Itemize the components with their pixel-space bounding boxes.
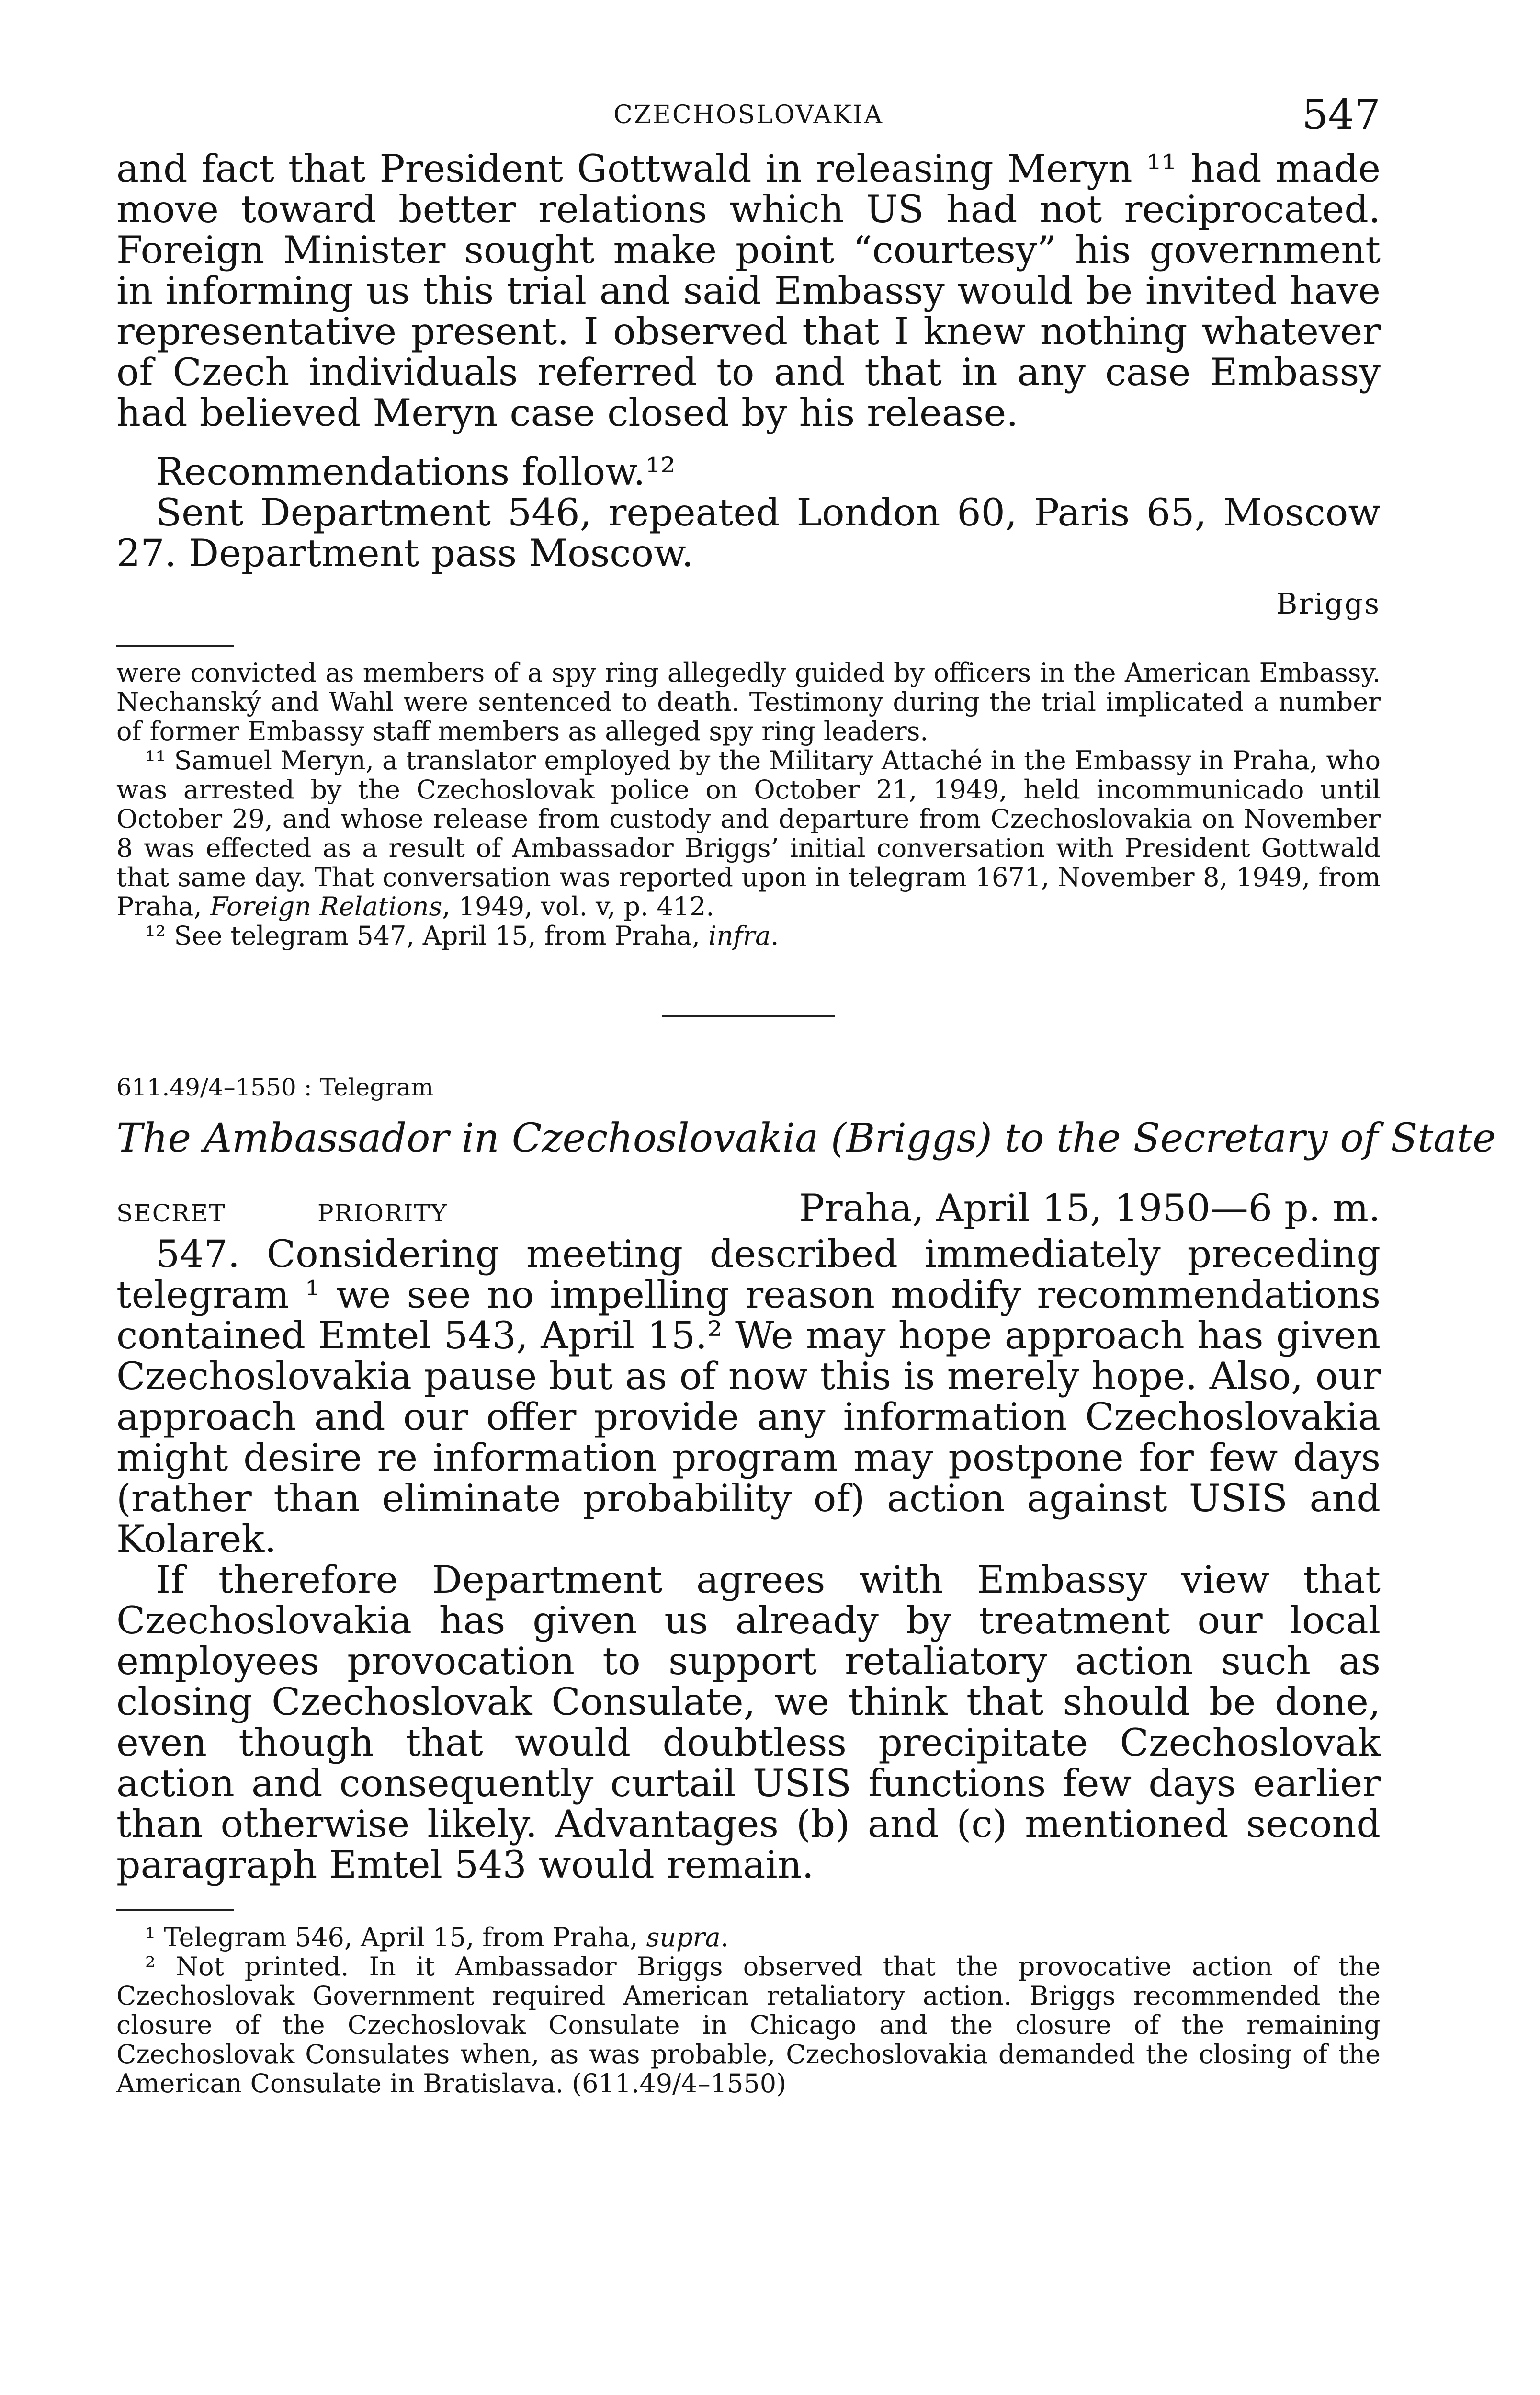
footnote-11 — [116, 746, 1381, 921]
footnote-1-italic: supra — [646, 1922, 721, 1952]
signature — [116, 587, 1381, 621]
document-title: The Ambassador in Czechoslovakia (Briggs) to the Secretary of State — [116, 1116, 1496, 1161]
footnote-11-text: ¹¹ Samuel Meryn, a translator employed by the Military Attaché in the Embassy in Praha, who was arrested by the Czechoslovak police on October 21, 1949, held incommunicado until October 29, and whose release from custody and departure from Czechoslovakia on November 8 was effected as a result of Ambassador Briggs’ initial conversation with President Gottwald that same day. That conversation was reported upon in telegram 1671, November 8, 1949, from Praha, — [116, 745, 1381, 922]
footnote-11-italic: Foreign Relations — [210, 891, 442, 922]
footnote-1-tail: . — [720, 1922, 729, 1952]
signature-text: Briggs — [1276, 587, 1381, 621]
footnote-1 — [116, 1923, 1381, 1952]
running-title: CZECHOSLOVAKIA — [613, 101, 884, 129]
continued-paragraph: and fact that President Gottwald in releasing Meryn ¹¹ had made move toward better relations which US had not reciprocated. Foreign Minister sought make point “courtesy” his government in informing us this trial and said Embassy would be invited have representative present. I observed that I knew nothing whatever of Czech individuals referred to and that in any case Embassy had believed Meryn case closed by his release. — [116, 147, 1381, 435]
footnote-rule-bottom — [116, 1909, 234, 1911]
dateline: Praha, April 15, 1950—6 p. m. — [799, 1186, 1381, 1230]
precedence-label: PRIORITY — [317, 1199, 448, 1227]
running-head — [116, 91, 1381, 148]
classification-line — [116, 1186, 1381, 1234]
section-divider — [662, 1015, 835, 1017]
footnote-continued: were convicted as members of a spy ring allegedly guided by officers in the American Embassy. Nechanský and Wahl were sentenced to death. Testimony during the trial implicated a number of former Embassy staff members as alleged spy ring leaders. — [116, 658, 1381, 746]
footnote-1-text: ¹ Telegram 546, April 15, from Praha, — [145, 1922, 646, 1952]
recommendations-line: Recommendations follow.¹² — [156, 450, 676, 494]
sent-line: Sent Department 546, repeated London 60, Paris 65, Moscow 27. Department pass Moscow. — [116, 490, 1381, 575]
classification-label: SECRET — [116, 1199, 226, 1227]
footnote-12 — [116, 921, 1381, 950]
footnote-12-text: ¹² See telegram 547, April 15, from Praha, — [145, 921, 709, 951]
footnote-11-tail: , 1949, vol. v, p. 412. — [442, 891, 714, 922]
footnote-2: ² Not printed. In it Ambassador Briggs observed that the provocative action of the Czechoslovak Government required American retaliatory action. Briggs recommended the closure of the Czechoslovak Consulate in Chicago and the closure of the remaining Czechoslovak Consulates when, as was probable, Czechoslovakia demanded the closing of the American Consulate in Bratislava. (611.49/4–1550) — [116, 1951, 1381, 2098]
telegram-paragraph-2: If therefore Department agrees with Embassy view that Czechoslovakia has given us already by treatment our local employees provocation to support retaliatory action such as closing Czechoslovak Consulate, we think that should be done, even though that would doubtless precipitate Czechoslovak action and consequently curtail USIS functions few days earlier than otherwise likely. Advantages (b) and (c) mentioned second paragraph Emtel 543 would remain. — [116, 1558, 1381, 1887]
footnote-12-tail: . — [770, 921, 779, 951]
footnote-12-italic: infra — [708, 921, 771, 951]
telegram-paragraph-1: 547. Considering meeting described immediately preceding telegram ¹ we see no impelling reason modify recommendations contained Emtel 543, April 15.² We may hope approach has given Czechoslovakia pause but as of now this is merely hope. Also, our approach and our offer provide any information Czechoslovakia might desire re information program may postpone for few days (rather than eliminate probability of) action against USIS and Kolarek. — [116, 1232, 1381, 1561]
page-number: 547 — [1302, 91, 1381, 139]
document-page — [116, 91, 1496, 2098]
footnote-rule — [116, 645, 234, 647]
file-reference: 611.49/4–1550 : Telegram — [116, 1073, 434, 1101]
